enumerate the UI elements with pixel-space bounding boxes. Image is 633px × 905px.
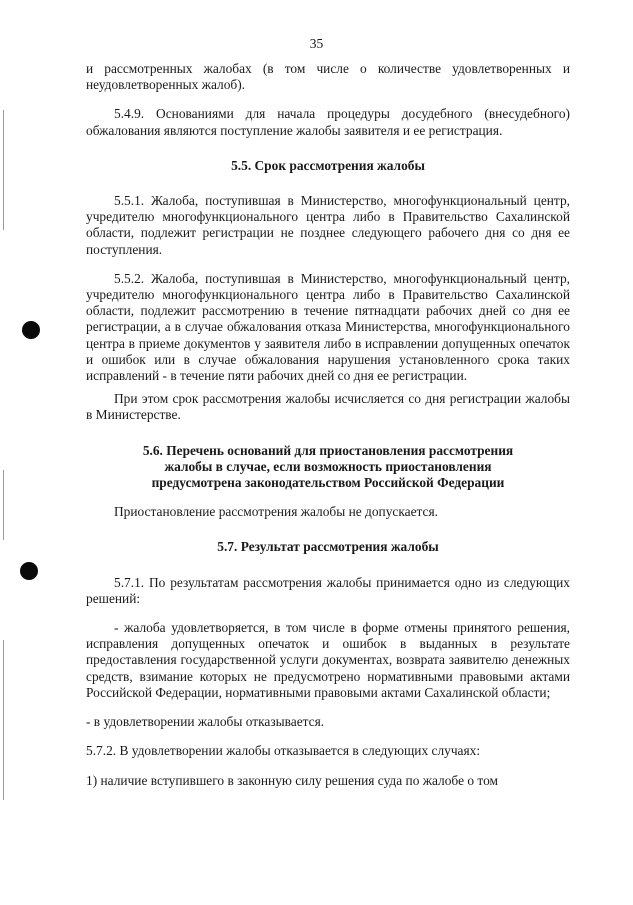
paragraph-suspension: Приостановление рассмотрения жалобы не допускается.	[114, 504, 439, 520]
paragraph-5-5-1: 5.5.1. Жалоба, поступившая в Министерство, многофункциональный центр, учредителю многофункционального центра либо в Правительство Сахалинской области, подлежит регистрации не позднее следующего рабочего дня со дня ее поступления.	[86, 193, 570, 257]
paragraph-decision-refused: - в удовлетворении жалобы отказывается.	[86, 714, 325, 730]
paragraph-5-7-1: 5.7.1. По результатам рассмотрения жалобы принимается одно из следующих решений:	[86, 574, 570, 606]
paragraph-decision-satisfied: - жалоба удовлетворяется, в том числе в форме отмены принятого решения, исправления допущенных опечаток и ошибок в выданных в результате предоставления государственной услуги документах, возврата заявителю денежных средств, взимание которых не предусмотрено нормативными правовыми актами Российской Федерации, нормативными правовыми актами Сахалинской области;	[86, 620, 570, 700]
paragraph-5-7-2: 5.7.2. В удовлетворении жалобы отказывается в следующих случаях:	[86, 743, 481, 759]
section-heading-5-7: 5.7. Результат рассмотрения жалобы	[217, 539, 439, 555]
scan-edge-line	[3, 640, 4, 800]
paragraph-refusal-case-1: 1) наличие вступившего в законную силу решения суда по жалобе о том	[86, 772, 498, 788]
paragraph-continuation: и рассмотренных жалобах (в том числе о количестве удовлетворенных и неудовлетворенных жалоб).	[86, 61, 570, 93]
section-heading-5-6: 5.6. Перечень оснований для приостановления рассмотрения жалобы в случае, если возможность приостановления предусмотрена законодательством Российской Федерации	[142, 442, 514, 491]
section-heading-5-5: 5.5. Срок рассмотрения жалобы	[231, 157, 425, 173]
punch-hole	[20, 562, 38, 580]
scan-edge-line	[3, 470, 4, 540]
paragraph-5-5-2: 5.5.2. Жалоба, поступившая в Министерство, многофункциональный центр, учредителю многофункционального центра либо в Правительство Сахалинской области, подлежит рассмотрению в течение пятнадцати рабочих дней со дня ее регистрации, а в случае обжалования отказа Министерства, многофункционального центра в приеме документов у заявителя либо в исправлении допущенных опечаток и ошибок или в случае обжалования нарушения установленного срока таких исправлений - в течение пяти рабочих дней со дня ее регистрации.	[86, 270, 570, 384]
paragraph-5-4-9: 5.4.9. Основаниями для начала процедуры досудебного (внесудебного) обжалования являются поступление жалобы заявителя и ее регистрация.	[86, 106, 570, 138]
punch-hole	[22, 321, 40, 339]
page-number: 35	[309, 36, 324, 51]
document-body	[86, 61, 570, 789]
paragraph-registration-term: При этом срок рассмотрения жалобы исчисляется со дня регистрации жалобы в Министерстве.	[86, 391, 570, 423]
scan-edge-line	[3, 110, 4, 230]
